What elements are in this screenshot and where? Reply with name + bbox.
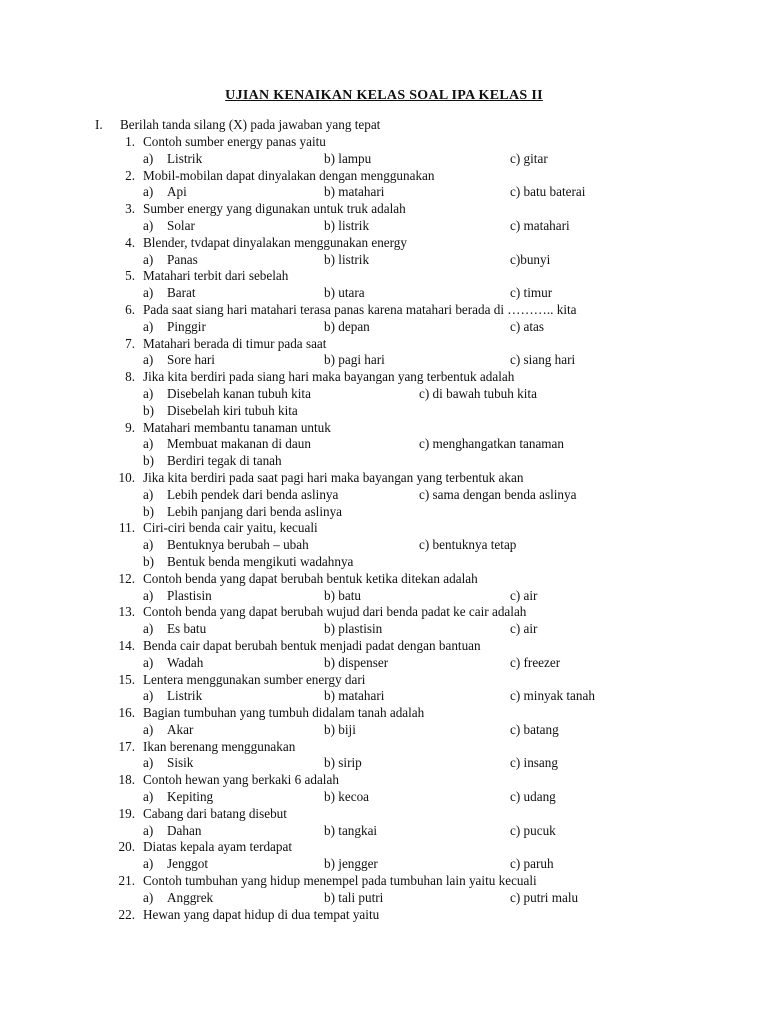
- option-b: b) dispenser: [324, 654, 389, 670]
- option-c: c) paruh: [510, 856, 554, 872]
- question-item: [0, 420, 768, 470]
- question-line: [0, 571, 768, 588]
- option-line: [0, 504, 768, 521]
- question-text: Pada saat siang hari matahari terasa panas karena matahari berada di ……….. kita: [143, 301, 577, 317]
- question-number: 17.: [118, 738, 135, 754]
- option-a: Disebelah kanan tubuh kita: [167, 385, 311, 401]
- question-line: [0, 235, 768, 252]
- option-line: [0, 386, 768, 403]
- question-number: 11.: [119, 520, 135, 536]
- question-text: Matahari berada di timur pada saat: [143, 335, 327, 351]
- option-line: [0, 755, 768, 772]
- question-number: 4.: [125, 234, 135, 250]
- option-a: Plastisin: [167, 587, 212, 603]
- option-b: b) utara: [324, 285, 365, 301]
- question-text: Hewan yang dapat hidup di dua tempat yaitu: [143, 906, 380, 922]
- option-a: Lebih pendek dari benda aslinya: [167, 486, 339, 502]
- option-line: [0, 789, 768, 806]
- question-text: Blender, tvdapat dinyalakan menggunakan energy: [143, 234, 407, 250]
- question-item: [0, 839, 768, 873]
- option-line: [0, 722, 768, 739]
- option-c: c) air: [510, 587, 538, 603]
- question-line: [0, 420, 768, 437]
- option-letter: a): [143, 621, 154, 637]
- option-letter: a): [143, 184, 154, 200]
- question-line: [0, 739, 768, 756]
- option-a: Akar: [167, 721, 194, 737]
- option-c: c)bunyi: [510, 251, 551, 267]
- option-letter: b): [143, 453, 154, 469]
- option-b: b) tangkai: [324, 822, 378, 838]
- question-text: Diatas kepala ayam terdapat: [143, 839, 293, 855]
- option-line: [0, 184, 768, 201]
- option-c: c) pucuk: [510, 822, 556, 838]
- question-number: 8.: [125, 369, 135, 385]
- option-letter: a): [143, 251, 154, 267]
- option-letter: a): [143, 822, 154, 838]
- option-a: Es batu: [167, 621, 207, 637]
- question-number: 15.: [118, 671, 135, 687]
- option-letter: b): [143, 553, 154, 569]
- option-line: [0, 890, 768, 907]
- section-instruction: Berilah tanda silang (X) pada jawaban yang tepat: [120, 117, 381, 132]
- option-line: [0, 352, 768, 369]
- question-number: 21.: [118, 873, 135, 889]
- question-text: Ciri-ciri benda cair yaitu, kecuali: [143, 520, 318, 536]
- question-number: 14.: [118, 637, 135, 653]
- question-number: 2.: [125, 167, 135, 183]
- question-item: [0, 336, 768, 370]
- option-c: c) gitar: [510, 150, 548, 166]
- option-b: b) plastisin: [324, 621, 383, 637]
- option-letter: a): [143, 856, 154, 872]
- question-line: [0, 520, 768, 537]
- question-text: Jika kita berdiri pada siang hari maka bayangan yang terbentuk adalah: [143, 369, 515, 385]
- question-line: [0, 604, 768, 621]
- question-item: [0, 672, 768, 706]
- option-c: c) bentuknya tetap: [419, 537, 517, 553]
- option-b: b) jengger: [324, 856, 378, 872]
- question-item: [0, 268, 768, 302]
- option-line: [0, 453, 768, 470]
- question-item: [0, 369, 768, 419]
- option-line: [0, 319, 768, 336]
- question-line: [0, 369, 768, 386]
- question-list: [0, 134, 768, 923]
- question-item: [0, 772, 768, 806]
- question-item: [0, 201, 768, 235]
- question-number: 13.: [118, 604, 135, 620]
- question-text: Contoh hewan yang berkaki 6 adalah: [143, 772, 339, 788]
- question-text: Bagian tumbuhan yang tumbuh didalam tanah adalah: [143, 705, 425, 721]
- option-b: b) lampu: [324, 150, 372, 166]
- option-line: [0, 621, 768, 638]
- question-item: [0, 705, 768, 739]
- option-line: [0, 487, 768, 504]
- option-line: [0, 285, 768, 302]
- option-c: c) minyak tanah: [510, 688, 595, 704]
- option-letter: a): [143, 352, 154, 368]
- page-title: UJIAN KENAIKAN KELAS SOAL IPA KELAS II: [225, 88, 543, 103]
- question-item: [0, 806, 768, 840]
- option-b: b) sirip: [324, 755, 362, 771]
- option-a: Anggrek: [167, 889, 214, 905]
- option-letter: a): [143, 318, 154, 334]
- question-text: Jika kita berdiri pada saat pagi hari maka bayangan yang terbentuk akan: [143, 469, 524, 485]
- question-line: [0, 705, 768, 722]
- option-b: b) matahari: [324, 184, 385, 200]
- question-line: [0, 134, 768, 151]
- option-b: b) batu: [324, 587, 361, 603]
- option-b: b) kecoa: [324, 789, 370, 805]
- question-line: [0, 839, 768, 856]
- option-letter: a): [143, 285, 154, 301]
- question-number: 20.: [118, 839, 135, 855]
- question-item: [0, 638, 768, 672]
- question-item: [0, 604, 768, 638]
- option-c: c) insang: [510, 755, 558, 771]
- question-text: Mobil-mobilan dapat dinyalakan dengan menggunakan: [143, 167, 435, 183]
- question-number: 16.: [118, 705, 135, 721]
- option-a: Listrik: [167, 150, 203, 166]
- option-letter: a): [143, 688, 154, 704]
- option-b: Disebelah kiri tubuh kita: [167, 402, 298, 418]
- option-a: Kepiting: [167, 789, 214, 805]
- option-c: c) atas: [510, 318, 545, 334]
- question-number: 18.: [118, 772, 135, 788]
- option-a: Solar: [167, 217, 195, 233]
- option-b: b) listrik: [324, 251, 370, 267]
- option-line: [0, 252, 768, 269]
- question-number: 22.: [118, 906, 135, 922]
- question-line: [0, 336, 768, 353]
- question-item: [0, 235, 768, 269]
- question-item: [0, 302, 768, 336]
- option-b: b) listrik: [324, 217, 370, 233]
- option-a: Sore hari: [167, 352, 215, 368]
- question-number: 19.: [118, 805, 135, 821]
- option-a: Api: [167, 184, 187, 200]
- question-item: [0, 470, 768, 520]
- question-text: Matahari terbit dari sebelah: [143, 268, 289, 284]
- question-number: 1.: [125, 134, 135, 149]
- question-line: [0, 168, 768, 185]
- question-text: Contoh tumbuhan yang hidup menempel pada tumbuhan lain yaitu kecuali: [143, 873, 537, 889]
- question-line: [0, 806, 768, 823]
- option-a: Listrik: [167, 688, 203, 704]
- option-letter: a): [143, 587, 154, 603]
- option-a: Membuat makanan di daun: [167, 436, 311, 452]
- question-number: 3.: [125, 201, 135, 217]
- option-c: c) batu baterai: [510, 184, 586, 200]
- option-line: [0, 856, 768, 873]
- section-number: I.: [95, 117, 103, 132]
- question-line: [0, 672, 768, 689]
- option-b: b) biji: [324, 721, 356, 737]
- option-letter: a): [143, 436, 154, 452]
- question-number: 5.: [125, 268, 135, 284]
- option-letter: a): [143, 385, 154, 401]
- option-c: c) udang: [510, 789, 556, 805]
- option-b: Bentuk benda mengikuti wadahnya: [167, 553, 354, 569]
- option-line: [0, 218, 768, 235]
- question-line: [0, 907, 768, 924]
- question-line: [0, 470, 768, 487]
- option-letter: a): [143, 789, 154, 805]
- option-letter: a): [143, 150, 154, 166]
- option-a: Bentuknya berubah – ubah: [167, 537, 309, 553]
- option-b: Berdiri tegak di tanah: [167, 453, 282, 469]
- option-a: Jenggot: [167, 856, 209, 872]
- option-c: c) freezer: [510, 654, 561, 670]
- question-text: Benda cair dapat berubah bentuk menjadi padat dengan bantuan: [143, 637, 481, 653]
- question-number: 12.: [118, 570, 135, 586]
- question-text: Cabang dari batang disebut: [143, 805, 287, 821]
- question-text: Contoh sumber energy panas yaitu: [143, 134, 326, 149]
- option-letter: b): [143, 503, 154, 519]
- option-b: Lebih panjang dari benda aslinya: [167, 503, 343, 519]
- option-c: c) matahari: [510, 217, 570, 233]
- option-a: Wadah: [167, 654, 204, 670]
- option-line: [0, 823, 768, 840]
- option-letter: a): [143, 537, 154, 553]
- option-letter: a): [143, 755, 154, 771]
- question-line: [0, 638, 768, 655]
- option-c: c) timur: [510, 285, 553, 301]
- question-item: [0, 873, 768, 907]
- option-line: [0, 436, 768, 453]
- question-number: 6.: [125, 301, 135, 317]
- option-a: Barat: [167, 285, 196, 301]
- option-b: b) matahari: [324, 688, 385, 704]
- question-item: [0, 907, 768, 924]
- question-item: [0, 520, 768, 570]
- question-text: Lentera menggunakan sumber energy dari: [143, 671, 366, 687]
- option-line: [0, 537, 768, 554]
- question-line: [0, 201, 768, 218]
- option-line: [0, 688, 768, 705]
- option-b: b) depan: [324, 318, 370, 334]
- question-line: [0, 772, 768, 789]
- option-a: Sisik: [167, 755, 194, 771]
- option-a: Dahan: [167, 822, 202, 838]
- option-line: [0, 588, 768, 605]
- option-c: c) di bawah tubuh kita: [419, 385, 537, 401]
- option-c: c) batang: [510, 721, 559, 737]
- question-item: [0, 168, 768, 202]
- question-text: Matahari membantu tanaman untuk: [143, 419, 331, 435]
- option-letter: a): [143, 486, 154, 502]
- question-text: Ikan berenang menggunakan: [143, 738, 296, 754]
- option-b: b) pagi hari: [324, 352, 385, 368]
- question-item: [0, 571, 768, 605]
- option-letter: b): [143, 402, 154, 418]
- option-c: c) menghangatkan tanaman: [419, 436, 564, 452]
- question-number: 10.: [118, 469, 135, 485]
- option-letter: a): [143, 217, 154, 233]
- option-line: [0, 403, 768, 420]
- option-line: [0, 655, 768, 672]
- question-text: Contoh benda yang dapat berubah wujud dari benda padat ke cair adalah: [143, 604, 527, 620]
- option-letter: a): [143, 721, 154, 737]
- option-line: [0, 554, 768, 571]
- option-a: Panas: [167, 251, 198, 267]
- question-line: [0, 873, 768, 890]
- option-c: c) siang hari: [510, 352, 576, 368]
- question-text: Contoh benda yang dapat berubah bentuk ketika ditekan adalah: [143, 570, 478, 586]
- option-c: c) sama dengan benda aslinya: [419, 486, 577, 502]
- question-text: Sumber energy yang digunakan untuk truk adalah: [143, 201, 406, 217]
- option-c: c) air: [510, 621, 538, 637]
- question-line: [0, 268, 768, 285]
- question-number: 9.: [125, 419, 135, 435]
- option-b: b) tali putri: [324, 889, 384, 905]
- option-line: [0, 151, 768, 168]
- question-number: 7.: [125, 335, 135, 351]
- option-letter: a): [143, 654, 154, 670]
- option-a: Pinggir: [167, 318, 206, 334]
- option-letter: a): [143, 889, 154, 905]
- question-line: [0, 302, 768, 319]
- question-item: [0, 739, 768, 773]
- option-c: c) putri malu: [510, 889, 579, 905]
- question-item: [0, 134, 768, 168]
